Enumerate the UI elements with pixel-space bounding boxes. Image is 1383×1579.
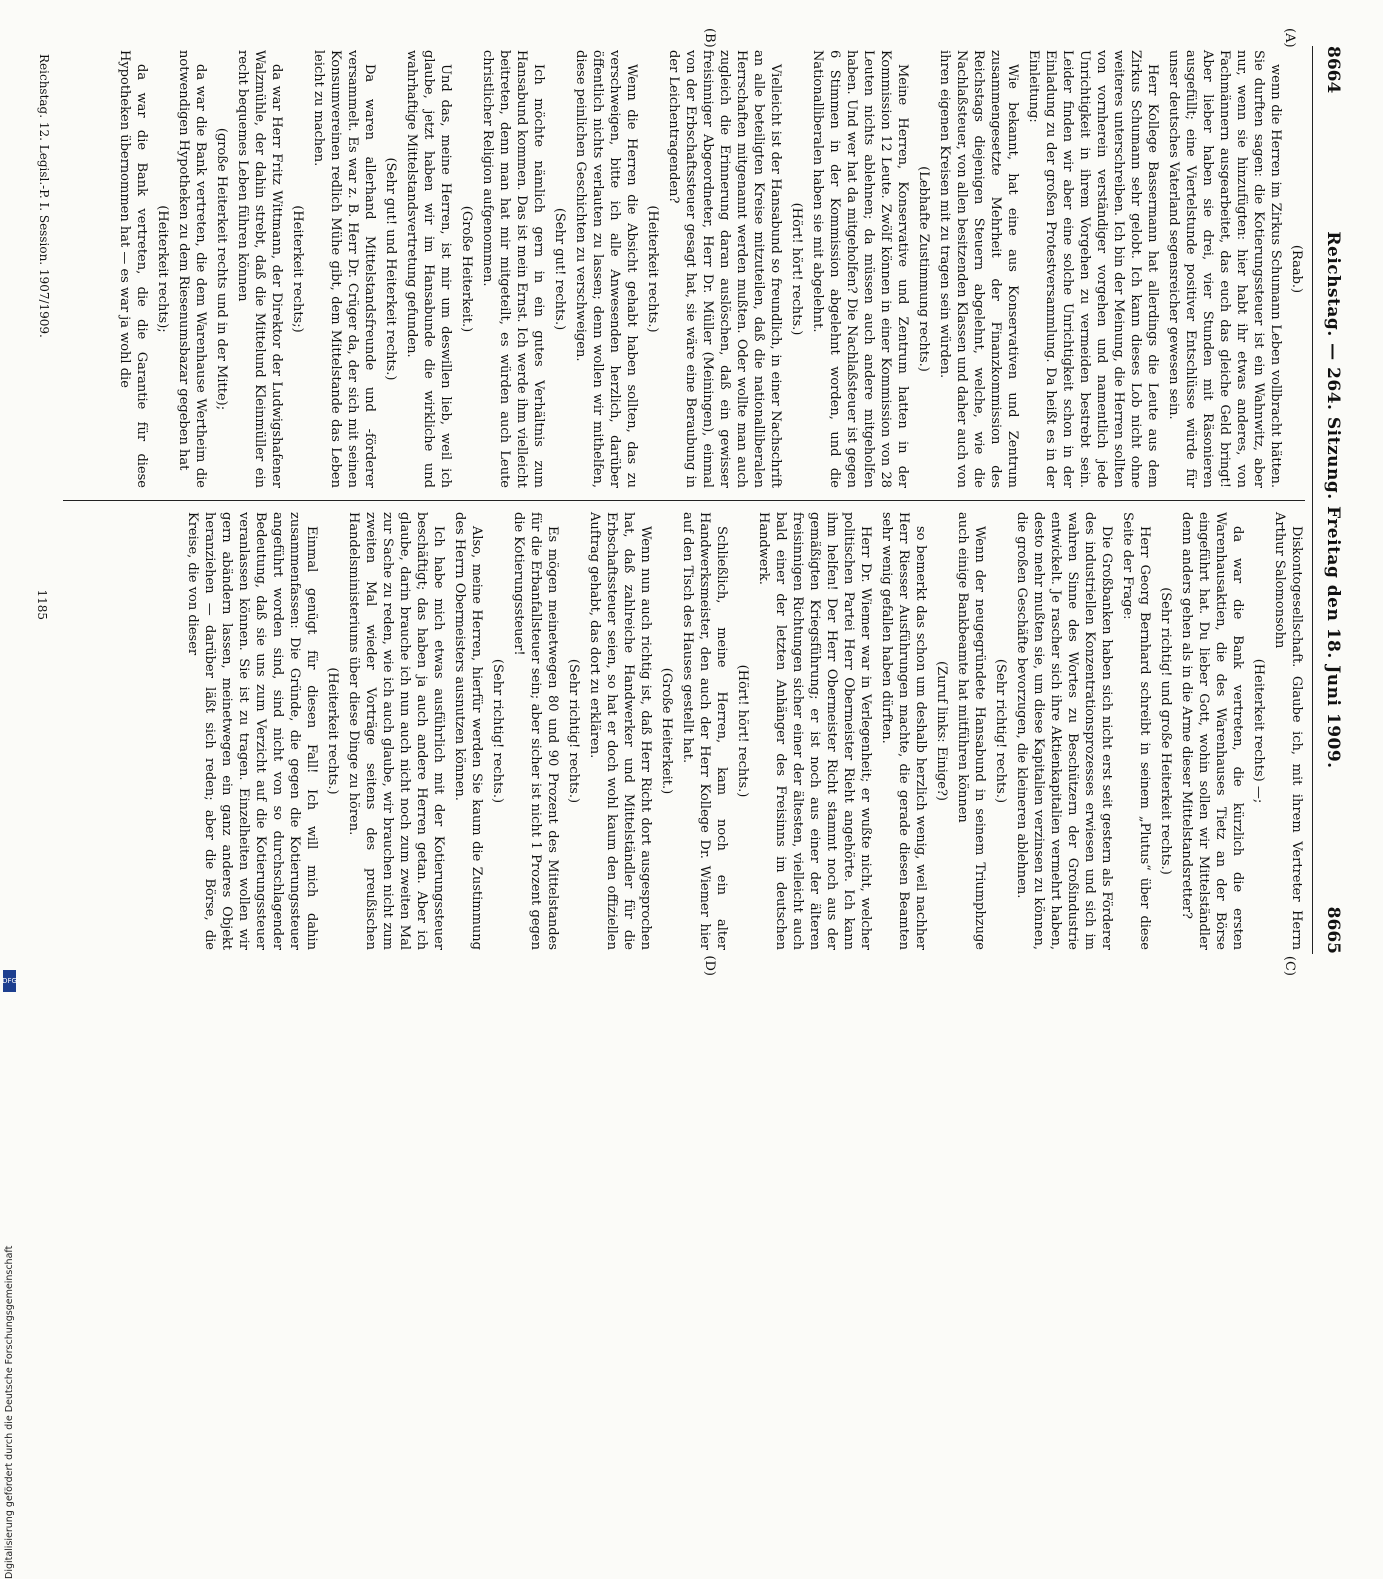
paragraph: Einmal genügt für diesen Fall! Ich will mich dahin zusammenfassen: Die Gründe, die gegen die Kotierungssteuer angeführt worden sind, sind nicht von so durchschlagender Bedeutung, daß sie uns zum Verzicht auf die Kotierungssteuer veranlassen können. Sie ist zu tragen. Einzelheiten wollen wir gern abändern lassen, meinetwegen ein ganz anderes Objekt heranziehen — darüber läßt sich reden; aber die Börse, die Kreise, die von dieser [184, 512, 319, 950]
paragraph: Wenn nun auch richtig ist, daß Herr Richt dort ausgesprochen hat, daß zahlreiche Handwerker und Mittelständler für die Erbschaftssteuer seien, so hat er doch wohl kaum den offiziellen Auftrag gehabt, das dort zu erklären. [586, 512, 653, 950]
page-number-left: 8664 [1322, 46, 1343, 94]
paragraph: (Große Heiterkeit.) [658, 667, 674, 795]
header-rule [1312, 46, 1313, 954]
paragraph: (Sehr richtig! rechts.) [992, 658, 1008, 804]
margin-mark-b: (B) [701, 28, 717, 48]
paragraph: wenn die Herren im Zirkus Schumann Leben vollbracht hätten. Sie durften sagen: die Kotierungssteuer ist ein Wahnwitz, aber nur, wenn sie hinzufügten: hier habt ihr etwas anderes, von Fachmännern ausgearbeitet, das euch das gleiche Geld bringt! Aber lieber haben sie drei, vier Stunden mit Räsonieren ausgefüllt; eine Viertelstunde positiver Entschlüsse würde für unser deutsches Vaterland segensreicher gewesen sein. [1165, 50, 1283, 488]
paragraph: da war Herr Fritz Wittmann, der Direktor der Ludwigshafener Walzmühle, der dahin strebt, daß die Mittelund Kleinmüller ein recht bequemes Leben führen können [234, 50, 284, 488]
paragraph: Wenn der neugegründete Hansabund in seinem Triumphzuge auch einige Bankbeamte hat mitführen können [954, 512, 987, 950]
left-column [55, 50, 1305, 488]
paragraph: so bemerkt das schon um deshalb herzlich wenig, weil nachher Herr Riesser Ausführungen machte, die gerade diesen Beamten sehr wenig gefallen haben dürften. [878, 512, 928, 950]
right-column [55, 512, 1305, 950]
paragraph: (Heiterkeit rechts.) [644, 205, 660, 333]
margin-mark-c: (C) [1281, 955, 1297, 976]
paragraph: Also, meine Herren, hierfür werden Sie kaum die Zustimmung des Herrn Obermeisters ausnutzen können. [451, 512, 484, 950]
margin-mark-d: (D) [701, 955, 717, 976]
paragraph: (große Heiterkeit rechts und in der Mitte); [213, 127, 229, 411]
paragraph: (Lebhafte Zustimmung rechts.) [915, 166, 931, 372]
paragraph: Herr Dr. Wiemer war in Verlegenheit; er wußte nicht, welcher politischen Partei Herr Obermeister Rieht angehörte. Ich kann ihm helfen! Der Herr Obermeister Richt stammt noch aus der gemäßigten Kriegsführung; er ist noch aus einer der älteren freisinnigen Richtungen sicher einer der ältesten, vielleicht auch bald einer der letzten Anhänger des Freisinns im deutschen Handwerk. [755, 512, 873, 950]
page-header [1315, 46, 1349, 954]
paragraph: Meine Herren, Konservative und Zentrum hatten in der Kommission 12 Leute. Zwölf können in einer Kommission von 28 Leuten nichts ablehnen; da müssen auch andere mitgeholfen haben. Und wer hat da mitgeholfen? Die Nachlaßsteuer ist gegen 6 Stimmen in der Kommission abgelehnt worden, und die Nationalliberalen haben sie mit abgelehnt. [809, 50, 910, 488]
margin-mark-a: (A) [1281, 28, 1297, 48]
paragraph: (Zuruf links: Einige?) [933, 661, 949, 801]
paragraph: Herr Kollege Bassermann hat allerdings die Leute aus dem Zirkus Schumann sehr gelobt. Ich kann dieses Lob nicht ohne weiteres unterschreiben. Ich bin der Meinung, die Herren sollten von vornherein verständiger vorgehen und namentlich jede Unrichtigkeit in ihrem Vorgehen zu vermeiden bestrebt sein. Leider finden wir aber eine solche Unrichtigkeit schon in der Einladung zu der großen Protestversammlung. Da heißt es in der Einleitung: [1025, 50, 1160, 488]
page-number-right: 8665 [1322, 906, 1343, 954]
digitization-credit [4, 390, 18, 1579]
footer-source: Reichstag. 12. Legisl.-P. I. Session. 1907/1909. [36, 54, 51, 338]
paragraph: Vielleicht ist der Hansabund so freundlich, in einer Nachschrift an alle beteiligten Kreise mitzuteilen, daß die nationalliberalen Herrschaften mitgenannt werden mußten. Oder wollte man auch zugleich die Erinnerung daran auslöschen, daß ein gewisser freisinniger Abgeordneter, Herr Dr. Müller (Meiningen), einmal von der Erbschaftssteuer gesagt hat, sie wäre eine Beraubung in der Leichentragenden? [665, 50, 783, 488]
paragraph: Ich habe mich etwas ausführlich mit der Kotierungssteuer beschäftigt; das haben ja auch andere Herren getan. Aber ich glaube, darin brauche ich nun auch nicht noch zum zweiten Mal zur Sache zu reden, wie ich auch glaube, wir brauchen nicht zum zweiten Mal wieder Vorträge seitens des preußischen Handelsministeriums über diese Dinge zu hören. [345, 512, 446, 950]
paragraph: (Heiterkeit rechts) —; [1250, 658, 1266, 804]
paragraph: (Hört! hört! rechts.) [734, 664, 750, 798]
paragraph: Diskontogesellschaft. Glaube ich, mit ihrem Vertreter Herrn Arthur Salomonsohn [1271, 512, 1304, 950]
paragraph: Herr Georg Bernhard schreibt in seinem „Plutus“ über diese Seite der Frage: [1119, 512, 1152, 950]
paragraph: (Raab.) [1288, 244, 1304, 294]
credit-text: Digitalisierung gefördert durch die Deutsche Forschungsgemeinschaft [4, 1245, 15, 1579]
paragraph: da war die Bank vertreten, die dem Warenhause Wertheim die notwendigen Hypotheken zu dem Riesenumsbazar gegeben hat [175, 50, 208, 488]
footer-page-number: 1185 [34, 589, 49, 620]
paragraph: (Sehr richtig! rechts.) [489, 658, 505, 804]
header-title: Reichstag. — 264. Sitzung. Freitag den 18. Juni 1909. [1322, 231, 1343, 769]
paragraph: (Große Heiterkeit.) [458, 205, 474, 333]
paragraph: (Sehr richtig! rechts.) [565, 658, 581, 804]
paragraph: Da waren allerhand Mittelstandsfreunde und -förderer versammelt. Es war z. B. Herr Dr. Crüger da, der sich mit seinen Konsumvereinen redlich Mühe gibt, dem Mittelstande das Leben leicht zu machen. [310, 50, 377, 488]
dfg-logo [3, 970, 16, 992]
paragraph: Und das, meine Herren, ist mir um deswillen lieb, weil ich glaube, jetzt haben wir im Hansabunde die wirkliche und wahrhaftige Mittelstandsvertretung gefunden. [403, 50, 453, 488]
paragraph: Ich möchte nämlich gern in ein gutes Verhältnis zum Hansabund kommen. Das ist mein Ernst. Ich werde ihm vielleicht beitreten, denn man hat mir mitgeteilt, es würden auch Leute christlicher Religion aufgenommen. [479, 50, 546, 488]
paragraph: Die Großbanken haben sich nicht erst seit gestern als Förderer des industriellen Konzentrationsprozesses erwiesen und sich im wahren Sinne des Wortes zu Beschützern der Großindustrie entwickelt. Je rascher sich ihre Aktienkapitalien vermehrt haben, desto mehr mußten sie, um diese Kapitalien verzinsen zu können, die großen Geschäfte bevorzugen, die kleineren ablehnen. [1013, 512, 1114, 950]
paragraph: (Hört! hört! rechts.) [788, 202, 804, 336]
paragraph: (Heiterkeit rechts;) [289, 205, 305, 333]
paragraph: Wenn die Herren die Absicht gehabt haben sollten, das zu verschweigen, bitte ich alle Anwesenden herzlich, darüber öffentlich nichts verlauten zu lassen; denn wollen wir mithelfen, diese peinlichen Geschichten zu verschweigen. [572, 50, 639, 488]
paragraph: (Heiterkeit rechts); [154, 205, 170, 333]
paragraph: (Sehr gut! und Heiterkeit rechts.) [382, 157, 398, 381]
paragraph: (Sehr richtig! und große Heiterkeit rechts.) [1157, 587, 1173, 875]
paragraph: (Sehr gut! rechts.) [551, 207, 567, 331]
paragraph: Es mögen meinetwegen 80 und 90 Prozent des Mittelstandes für die Erbanfallsteuer sein; aber sicher ist nicht 1 Prozent gegen die Kotierungssteuer! [510, 512, 560, 950]
paragraph: Wie bekannt, hat eine aus Konservativen und Zentrum zusammengesetzte Mehrheit der Finanzkommission des Reichstags diejenigen Steuern abgelehnt, welche, wie die Nachlaßsteuer, von allen besitzenden Klassen und daher auch von ihren eigenen Kreisen mit zu tragen sein würden. [936, 50, 1020, 488]
paragraph: da war die Bank vertreten, die kürzlich die ersten Warenhausaktien, die des Warenhauses Tietz an der Börse eingeführt hat. Du lieber Gott, wohin sollen wir Mittelständler denn anders gehen als in die Arme dieser Mittelstandsretter? [1178, 512, 1245, 950]
text-columns [55, 50, 1305, 950]
dfg-logo-text: DFG [2, 977, 17, 985]
paragraph: Schließlich, meine Herren, kam noch ein alter Handwerksmeister, den auch der Herr Kollege Dr. Wiemer hier auf den Tisch des Hauses gestellt hat. [679, 512, 729, 950]
paragraph: da war die Bank vertreten, die die Garantie für diese Hypotheken übernommen hat — es war ja wohl die [116, 50, 149, 488]
paragraph: (Heiterkeit rechts.) [324, 667, 340, 795]
document-page [27, 20, 1357, 980]
